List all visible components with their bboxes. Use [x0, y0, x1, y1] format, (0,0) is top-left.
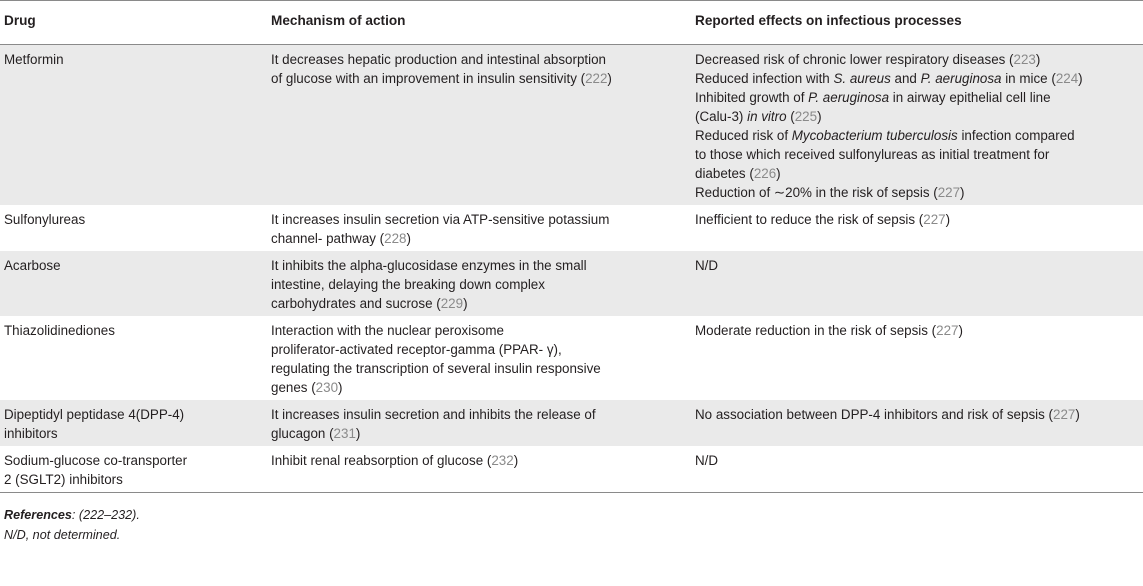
table-footnotes	[4, 505, 140, 545]
cell-line	[271, 405, 685, 424]
cell-line	[271, 451, 685, 470]
cell-line: Dipeptidyl peptidase 4(DPP-4)	[4, 407, 185, 422]
cell-effects	[691, 316, 1143, 400]
cell-line	[695, 126, 1137, 145]
cell-text: of glucose with an improvement in insulin sensitivity (	[271, 71, 586, 86]
nd-footnote: N/D, not determined.	[4, 528, 121, 542]
table-row	[0, 446, 1143, 493]
cell-text: )	[607, 71, 612, 86]
cell-text: )	[776, 166, 781, 181]
cell-text: )	[960, 185, 965, 200]
cell-drug	[0, 446, 267, 493]
cell-line	[271, 275, 685, 294]
reference-link[interactable]: 230	[315, 380, 339, 395]
cell-mechanism	[267, 45, 691, 206]
cell-text: )	[406, 231, 411, 246]
cell-text: P. aeruginosa	[920, 71, 1002, 86]
reference-link[interactable]: 225	[794, 109, 818, 124]
header-drug: Drug	[4, 13, 36, 28]
cell-drug: Metformin	[4, 52, 64, 67]
header-effects: Reported effects on infectious processes	[695, 13, 962, 28]
cell-line	[271, 210, 685, 229]
cell-text: P. aeruginosa	[808, 90, 890, 105]
reference-link[interactable]: 227	[923, 212, 946, 227]
cell-text: It increases insulin secretion and inhibits the release of	[271, 407, 596, 422]
reference-link[interactable]: 226	[753, 166, 777, 181]
table-row	[0, 400, 1143, 446]
cell-text: )	[463, 296, 468, 311]
cell-line	[271, 359, 685, 378]
cell-mechanism	[267, 251, 691, 316]
cell-text: Reduction of ∼20% in the risk of sepsis (	[695, 185, 938, 200]
cell-line	[271, 424, 685, 443]
cell-line: inhibitors	[4, 426, 58, 441]
reference-link[interactable]: 224	[1055, 71, 1079, 86]
cell-line	[695, 145, 1137, 164]
cell-text: diabetes (	[695, 166, 754, 181]
cell-text: Interaction with the nuclear peroxisome	[271, 323, 504, 338]
cell-text: Reduced infection with	[695, 71, 834, 86]
reference-link[interactable]: 229	[440, 296, 464, 311]
cell-text: in airway epithelial cell line	[889, 90, 1051, 105]
cell-line: Sodium-glucose co-transporter	[4, 453, 188, 468]
cell-effects	[691, 251, 1143, 316]
cell-text: )	[1078, 71, 1083, 86]
cell-line	[271, 294, 685, 313]
cell-effects	[691, 45, 1143, 206]
cell-mechanism	[267, 316, 691, 400]
cell-line	[695, 107, 1137, 126]
cell-line	[271, 378, 685, 397]
cell-line	[695, 405, 1137, 424]
cell-line	[271, 321, 685, 340]
cell-text: infection compared	[957, 128, 1075, 143]
cell-line	[695, 50, 1137, 69]
cell-drug: Thiazolidinediones	[4, 323, 115, 338]
cell-text: and	[890, 71, 921, 86]
cell-line	[271, 256, 685, 275]
cell-text: Reduced risk of	[695, 128, 792, 143]
reference-link[interactable]: 228	[384, 231, 407, 246]
cell-text: regulating the transcription of several insulin responsive	[271, 361, 601, 376]
cell-line	[695, 164, 1137, 183]
reference-link[interactable]: 223	[1013, 52, 1036, 67]
cell-drug: Acarbose	[4, 258, 61, 273]
cell-line	[271, 69, 685, 88]
cell-text: No association between DPP-4 inhibitors and risk of sepsis (	[695, 407, 1053, 422]
cell-text: N/D	[695, 258, 719, 273]
cell-text: It decreases hepatic production and intestinal absorption	[271, 52, 606, 67]
cell-text: in vitro	[747, 109, 787, 124]
table-row	[0, 251, 1143, 316]
cell-text: Inhibited growth of	[695, 90, 809, 105]
cell-text: N/D	[695, 453, 719, 468]
cell-text: It increases insulin secretion via ATP-sensitive potassium	[271, 212, 610, 227]
cell-text: in mice (	[1001, 71, 1056, 86]
cell-line	[695, 88, 1137, 107]
cell-line	[695, 210, 1137, 229]
cell-text: S. aureus	[833, 71, 891, 86]
cell-text: )	[513, 453, 519, 468]
cell-text: )	[945, 212, 951, 227]
cell-text: glucagon (	[271, 426, 334, 441]
cell-line	[271, 229, 685, 248]
reference-link[interactable]: 227	[1053, 407, 1076, 422]
references-footnote: References: (222–232).	[4, 508, 140, 522]
reference-link[interactable]: 227	[937, 185, 961, 200]
cell-text: intestine, delaying the breaking down complex	[271, 277, 545, 292]
cell-line	[695, 256, 1137, 275]
reference-link[interactable]: 222	[585, 71, 608, 86]
cell-text: Mycobacterium tuberculosis	[791, 128, 958, 143]
reference-link[interactable]: 227	[936, 323, 959, 338]
cell-text: Inhibit renal reabsorption of glucose (	[271, 453, 492, 468]
cell-drug: Sulfonylureas	[4, 212, 86, 227]
cell-effects	[691, 205, 1143, 251]
cell-text: Inefficient to reduce the risk of sepsis (	[695, 212, 924, 227]
table-row	[0, 45, 1143, 206]
cell-text: (	[786, 109, 795, 124]
cell-text: )	[355, 426, 361, 441]
cell-effects	[691, 446, 1143, 493]
cell-text: )	[817, 109, 822, 124]
cell-text: )	[338, 380, 343, 395]
reference-link[interactable]: 231	[333, 426, 356, 441]
header-row	[0, 1, 1143, 45]
cell-effects	[691, 400, 1143, 446]
cell-line	[695, 321, 1137, 340]
cell-text: proliferator-activated receptor-gamma (PPAR- γ),	[271, 342, 562, 357]
cell-line	[695, 69, 1137, 88]
table-row	[0, 205, 1143, 251]
reference-link[interactable]: 232	[491, 453, 514, 468]
cell-text: to those which received sulfonylureas as initial treatment for	[695, 147, 1050, 162]
cell-mechanism	[267, 205, 691, 251]
cell-mechanism	[267, 446, 691, 493]
cell-text: )	[1075, 407, 1080, 422]
cell-text: Moderate reduction in the risk of sepsis (	[695, 323, 937, 338]
header-mechanism: Mechanism of action	[271, 13, 406, 28]
cell-text: genes (	[271, 380, 316, 395]
cell-line	[695, 183, 1137, 202]
cell-line	[695, 451, 1137, 470]
table-row	[0, 316, 1143, 400]
cell-line	[271, 50, 685, 69]
cell-text: )	[958, 323, 963, 338]
cell-drug	[0, 400, 267, 446]
cell-line: 2 (SGLT2) inhibitors	[4, 472, 123, 487]
cell-mechanism	[267, 400, 691, 446]
cell-text: )	[1035, 52, 1041, 67]
cell-text: It inhibits the alpha-glucosidase enzymes in the small	[271, 258, 587, 273]
cell-text: channel- pathway (	[271, 231, 385, 246]
cell-text: (Calu-3)	[695, 109, 748, 124]
cell-text: carbohydrates and sucrose (	[271, 296, 441, 311]
cell-text: Decreased risk of chronic lower respiratory diseases (	[695, 52, 1014, 67]
cell-line	[271, 340, 685, 359]
